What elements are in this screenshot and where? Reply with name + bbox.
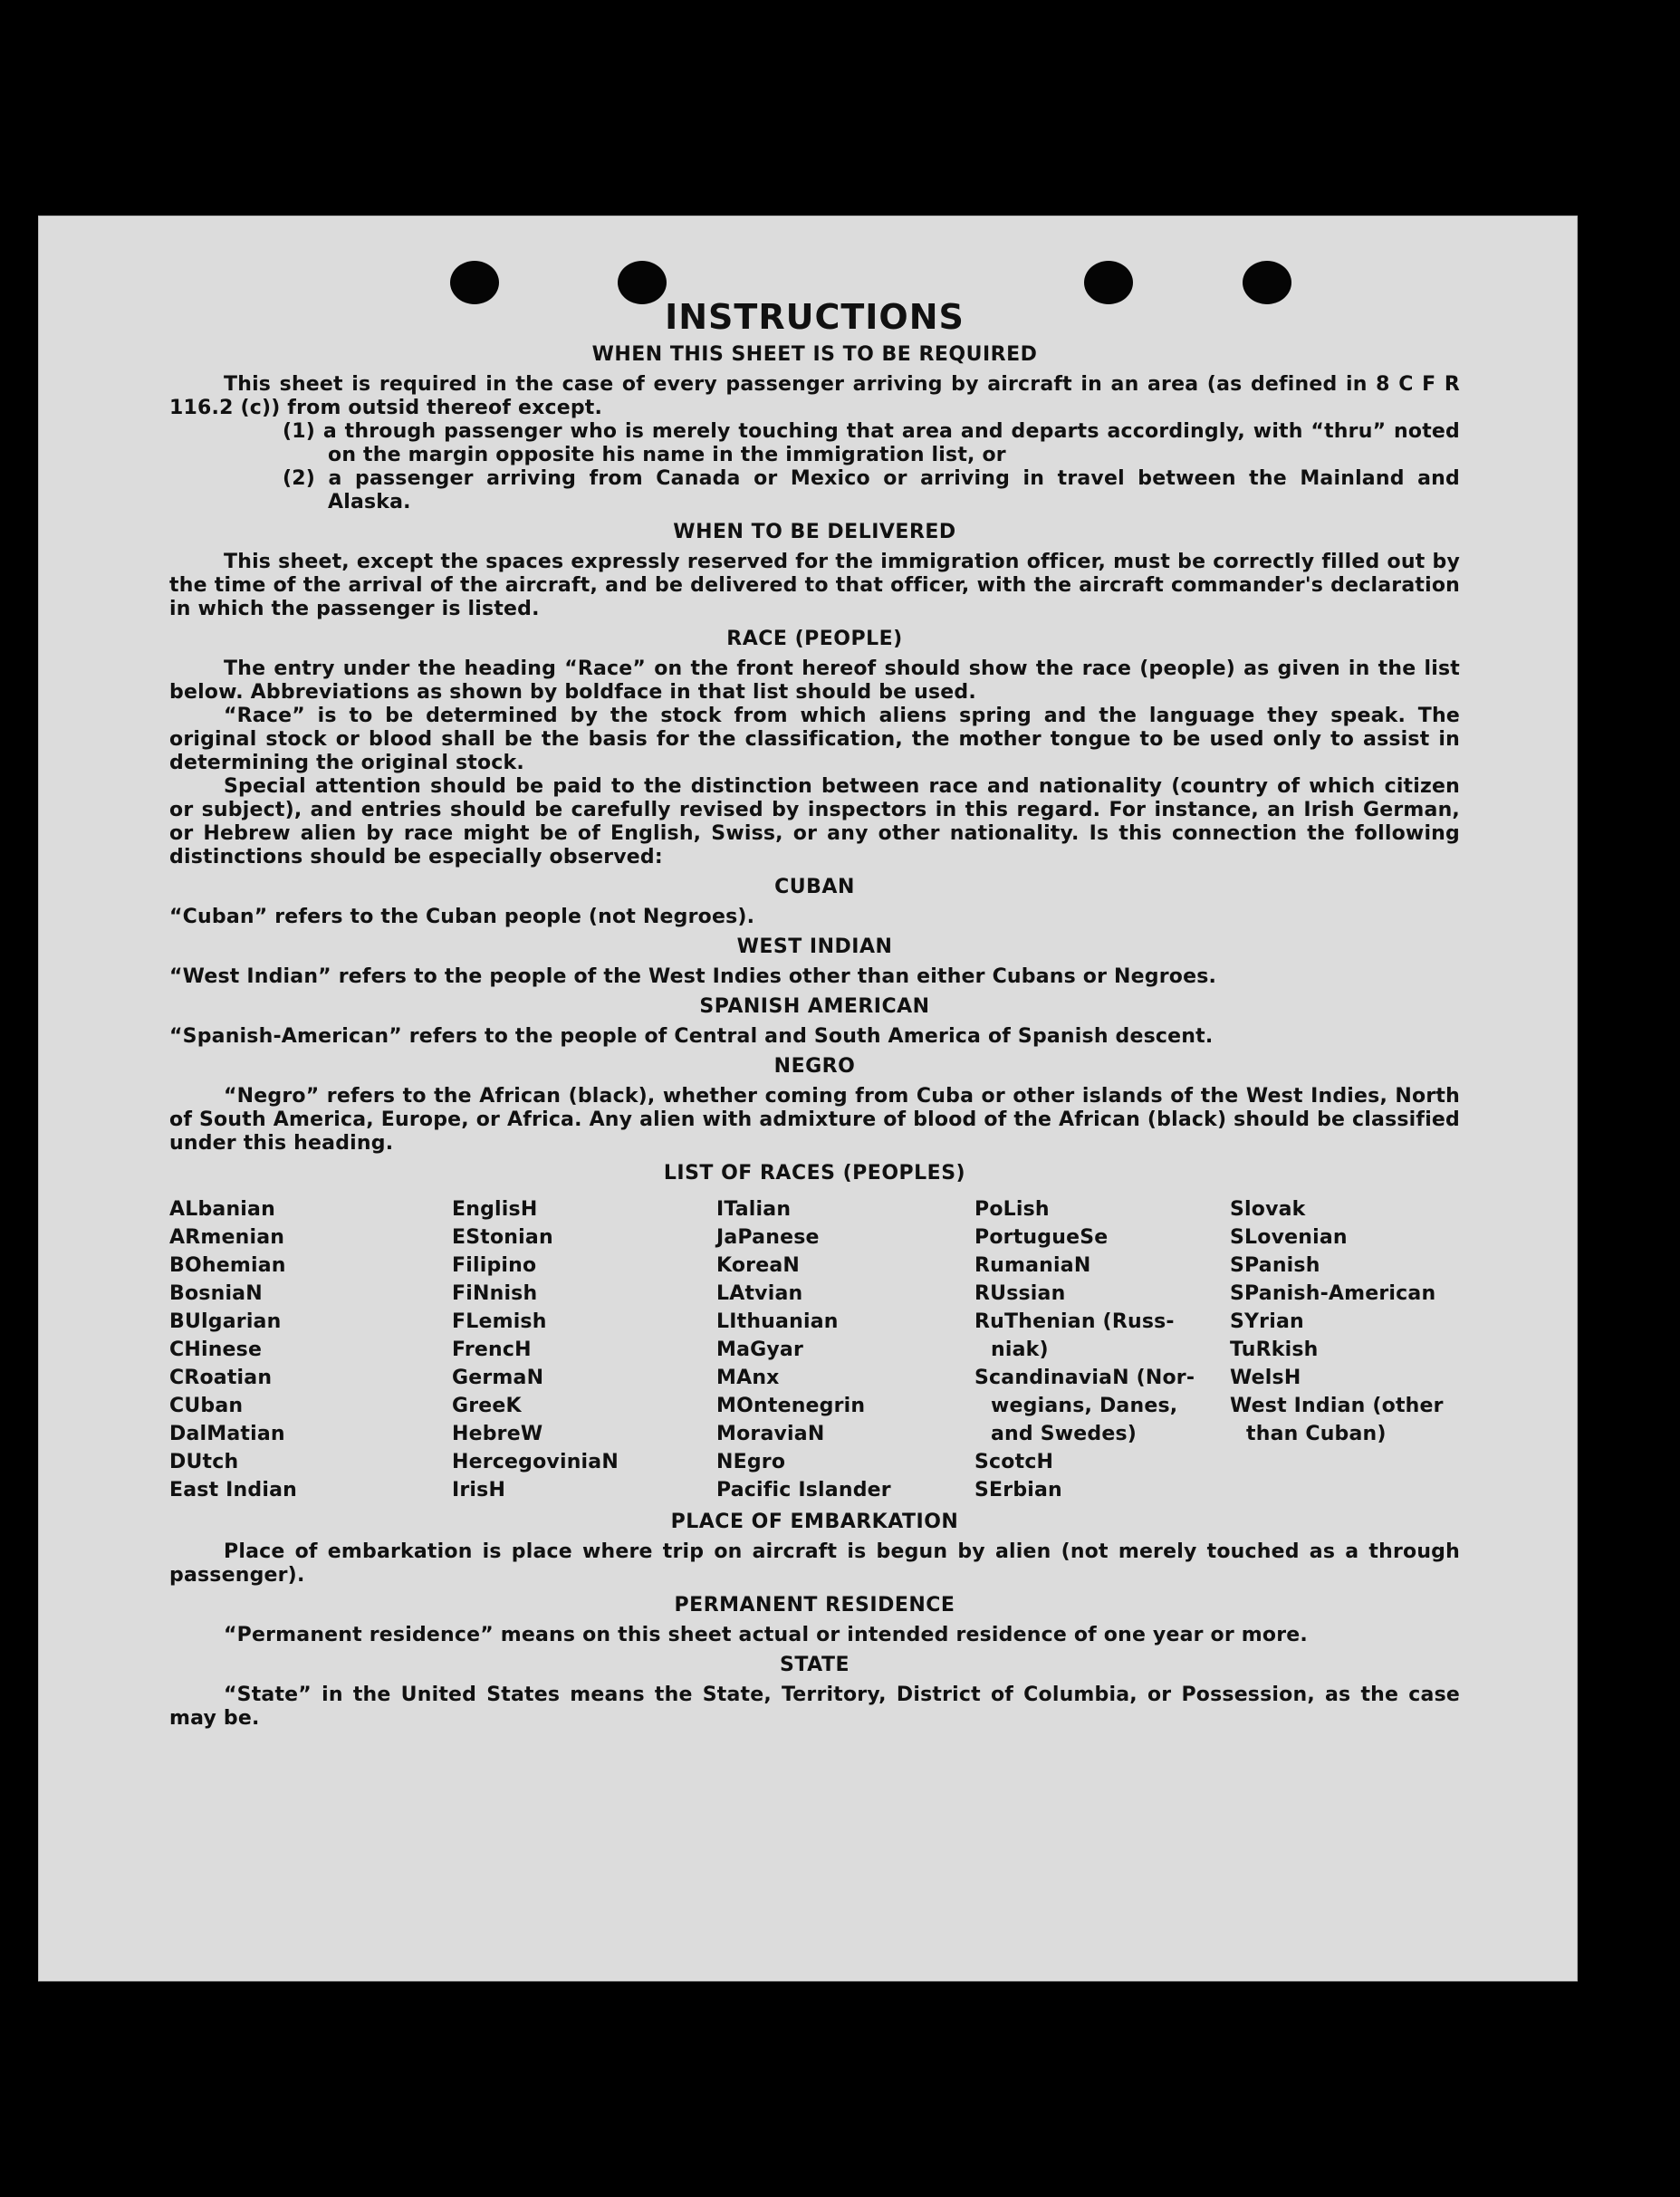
heading-negro: NEGRO xyxy=(773,1055,856,1078)
negro-text: “Negro” refers to the African (black), whether coming from Cuba or other islands of the West Indies, North of South America, Europe, or Africa. Any alien with admixture of blood of the African (black) should be classified under this heading. xyxy=(169,1085,1460,1155)
race-entry: Slovak xyxy=(1230,1198,1306,1221)
race-entry: RumaniaN xyxy=(974,1254,1091,1277)
race-entry: ALbanian xyxy=(169,1198,275,1221)
race-entry: FiNnish xyxy=(452,1282,538,1305)
heading-state: STATE xyxy=(780,1654,850,1676)
race-entry: DUtch xyxy=(169,1451,239,1473)
races-column-2 xyxy=(452,1195,716,1504)
race-entry: SPanish xyxy=(1230,1254,1320,1277)
race-entry: HercegoviniaN xyxy=(452,1451,619,1473)
race-entry: CHinese xyxy=(169,1338,263,1361)
permanent-residence-text: “Permanent residence” means on this sheet actual or intended residence of one year or more. xyxy=(224,1624,1308,1646)
race-entry: EStonian xyxy=(452,1226,553,1249)
when-required-intro: This sheet is required in the case of every passenger arriving by aircraft in an area (as defined in 8 C F R 116.2 (c)) from outsid thereof except. xyxy=(169,373,1460,419)
race-entry: IrisH xyxy=(452,1479,506,1501)
race-entry: ScotcH xyxy=(974,1451,1054,1473)
race-entry: WelsH xyxy=(1230,1367,1301,1389)
race-entry: GermaN xyxy=(452,1367,544,1389)
race-entry: RuThenian (Russ- xyxy=(974,1310,1175,1333)
race-entry: ARmenian xyxy=(169,1226,285,1249)
race-entry: ITalian xyxy=(716,1198,792,1221)
race-entry: EnglisH xyxy=(452,1198,538,1221)
race-entry: DalMatian xyxy=(169,1423,285,1445)
race-entry: LIthuanian xyxy=(716,1310,839,1333)
embarkation-text: Place of embarkation is place where trip on aircraft is begun by alien (not merely touched as a through passenger). xyxy=(169,1540,1460,1587)
race-entry: than Cuban) xyxy=(1246,1423,1387,1445)
heading-west-indian: WEST INDIAN xyxy=(736,935,893,958)
race-paragraph-3: Special attention should be paid to the distinction between race and nationality (country of which citizen or subject), and entries should be carefully revised by inspectors in this regard. For instance, an Irish German, or Hebrew alien by race might be of English, Swiss, or any other nationality. Is this connection the following distinctions should be especially observed: xyxy=(169,775,1460,868)
races-column-3 xyxy=(716,1195,974,1504)
races-column-5 xyxy=(1230,1195,1460,1504)
race-entry: LAtvian xyxy=(716,1282,803,1305)
race-paragraph-1: The entry under the heading “Race” on the front hereof should show the race (people) as given in the list below. Abbreviations as shown by boldface in that list should be used. xyxy=(169,657,1460,704)
heading-list-of-races: LIST OF RACES (PEOPLES) xyxy=(663,1162,966,1185)
race-entry: SLovenian xyxy=(1230,1226,1348,1249)
cuban-text: “Cuban” refers to the Cuban people (not Negroes). xyxy=(169,906,755,928)
race-entry: niak) xyxy=(991,1338,1049,1361)
race-entry: BOhemian xyxy=(169,1254,286,1277)
race-entry: TuRkish xyxy=(1230,1338,1319,1361)
race-entry: FrencH xyxy=(452,1338,532,1361)
race-entry: HebreW xyxy=(452,1423,543,1445)
spanish-american-text: “Spanish-American” refers to the people of Central and South America of Spanish descent. xyxy=(169,1025,1214,1048)
races-list xyxy=(169,1195,1460,1504)
race-entry: SPanish-American xyxy=(1230,1282,1436,1305)
race-entry: Filipino xyxy=(452,1254,537,1277)
instructions-content xyxy=(169,297,1460,1731)
when-required-item-1: (1) a through passenger who is merely touching that area and departs accordingly, with “thru” noted on the margin opposite his name in the immigration list, or xyxy=(283,420,1460,466)
heading-permanent-residence: PERMANENT RESIDENCE xyxy=(674,1594,955,1617)
race-entry: SYrian xyxy=(1230,1310,1304,1333)
heading-when-delivered: WHEN TO BE DELIVERED xyxy=(673,521,956,543)
when-required-item-2: (2) a passenger arriving from Canada or Mexico or arriving in travel between the Mainland and Alaska. xyxy=(283,467,1460,513)
race-entry: SErbian xyxy=(974,1479,1062,1501)
race-entry: MOntenegrin xyxy=(716,1395,866,1417)
races-column-1 xyxy=(169,1195,452,1504)
race-entry: MoraviaN xyxy=(716,1423,825,1445)
race-entry: KoreaN xyxy=(716,1254,801,1277)
race-entry: ScandinaviaN (Nor- xyxy=(974,1367,1195,1389)
heading-when-required: WHEN THIS SHEET IS TO BE REQUIRED xyxy=(591,343,1038,366)
race-entry: CRoatian xyxy=(169,1367,273,1389)
race-entry: East Indian xyxy=(169,1479,297,1501)
heading-race: RACE (PEOPLE) xyxy=(726,628,903,650)
race-paragraph-2: “Race” is to be determined by the stock from which aliens spring and the language they speak. The original stock or blood shall be the basis for the classification, the mother tongue to be used only to assist in determining the original stock. xyxy=(169,705,1460,774)
heading-spanish-american: SPANISH AMERICAN xyxy=(699,995,930,1018)
race-entry: CUban xyxy=(169,1395,244,1417)
when-delivered-text: This sheet, except the spaces expressly reserved for the immigration officer, must be correctly filled out by the time of the arrival of the aircraft, and be delivered to that officer, with the aircraft commander's declaration in which the passenger is listed. xyxy=(169,551,1460,620)
race-entry: RUssian xyxy=(974,1282,1066,1305)
race-entry: MaGyar xyxy=(716,1338,804,1361)
document-sheet xyxy=(38,216,1578,1981)
races-column-4 xyxy=(974,1195,1230,1504)
race-entry: Pacific Islander xyxy=(716,1479,891,1501)
race-entry: BUlgarian xyxy=(169,1310,282,1333)
race-entry: PoLish xyxy=(974,1198,1050,1221)
heading-cuban: CUBAN xyxy=(774,876,855,898)
race-entry: BosniaN xyxy=(169,1282,263,1305)
west-indian-text: “West Indian” refers to the people of the West Indies other than either Cubans or Negroes. xyxy=(169,965,1217,988)
state-text: “State” in the United States means the State, Territory, District of Columbia, or Possession, as the case may be. xyxy=(169,1684,1460,1730)
race-entry: FLemish xyxy=(452,1310,547,1333)
race-entry: GreeK xyxy=(452,1395,522,1417)
race-entry: JaPanese xyxy=(716,1226,820,1249)
race-entry: wegians, Danes, xyxy=(991,1395,1178,1417)
race-entry: PortugueSe xyxy=(974,1226,1109,1249)
race-entry: and Swedes) xyxy=(991,1423,1138,1445)
race-entry: MAnx xyxy=(716,1367,780,1389)
race-entry: West Indian (other xyxy=(1230,1395,1444,1417)
page-title: INSTRUCTIONS xyxy=(665,297,965,337)
race-entry: NEgro xyxy=(716,1451,786,1473)
heading-embarkation: PLACE OF EMBARKATION xyxy=(670,1511,959,1533)
